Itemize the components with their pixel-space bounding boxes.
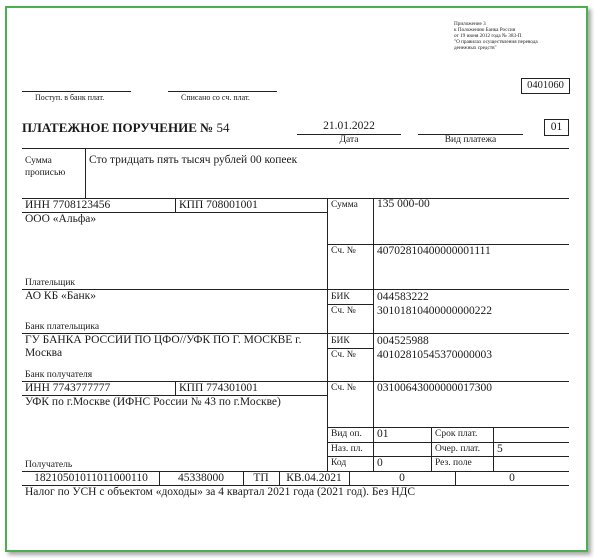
payment-type-label: Вид платежа [444,135,497,145]
amount-words-value: Сто тридцать пять тысяч рублей 00 копеек [89,154,298,166]
payer-name: ООО «Альфа» [25,213,97,225]
code-value: 0 [377,457,383,469]
payer-corr-label: Сч. № [331,306,356,316]
payer-account-label: Сч. № [331,246,356,256]
received-label: Поступ. в банк плат. [35,93,105,102]
payee-bank-label: Банк получателя [25,370,93,380]
payee-label: Получатель [25,460,73,470]
payee-account-label: Сч. № [331,383,356,393]
code-label: Код [331,458,347,468]
amount-value: 135 000-00 [377,198,430,210]
payer-inn: ИНН 7708123456 [25,199,111,211]
payer-bank-label: Банк плательщика [25,322,100,332]
reserve-label: Рез. поле [435,458,472,468]
payee-inn: ИНН 7743777777 [25,382,111,394]
debited-label: Списано со сч. плат. [181,93,250,102]
amount-label: Сумма [331,200,358,210]
document-frame [5,6,588,552]
payment-purpose: Налог по УСН с объектом «доходы» за 4 квартал 2021 года (2021 год). Без НДС [25,486,416,498]
tax-doc-number: 0 [399,472,405,484]
tax-kbk: 18210501011011000110 [34,472,148,484]
tax-doc-date: 0 [509,472,515,484]
tax-period: КВ.04.2021 [286,472,342,484]
attachment-note: Приложение 3 к Положению Банка России от 19 июня 2012 года № 383-П "О правилах осуществления перевода денежных средств" [454,21,538,51]
payer-label: Плательщик [25,278,76,288]
payer-corr-account: 30101810400000000222 [377,305,492,317]
payer-bank-name: АО КБ «Банк» [25,290,97,302]
order-label: Очер. плат. [435,444,480,454]
document-date: 21.01.2022 [323,120,375,132]
form-code: 0401060 [521,78,570,94]
purpose-code-label: Наз. пл. [331,444,363,454]
payee-account: 03100643000000017300 [377,382,492,394]
order-value: 5 [497,443,503,455]
payee-bik: 004525988 [377,335,429,347]
payee-bik-label: БИК [331,336,350,346]
payee-bank-name: ГУ БАНКА РОССИИ ПО ЦФО//УФК ПО Г. МОСКВЕ г. Москва [25,334,302,359]
payee-corr-account: 40102810545370000003 [377,349,492,361]
date-label: Дата [339,135,359,145]
amount-words-label: Сумма прописью [25,156,66,178]
payer-bik: 044583222 [377,291,429,303]
payer-kpp: КПП 708001001 [179,199,258,211]
tax-oktmo: 45338000 [178,472,224,484]
op-type-value: 01 [377,428,389,440]
payer-bik-label: БИК [331,292,350,302]
payee-kpp: КПП 774301001 [179,382,258,394]
term-label: Срок плат. [435,429,478,439]
payee-corr-label: Сч. № [331,350,356,360]
payer-account: 40702810400000001111 [377,245,491,257]
op-type-label: Вид оп. [331,429,362,439]
document-title: ПЛАТЕЖНОЕ ПОРУЧЕНИЕ № 54 [22,120,230,135]
payee-name: УФК по г.Москве (ИФНС России № 43 по г.Москве) [25,396,281,408]
status-code: 01 [544,119,569,136]
tax-basis: ТП [253,472,269,484]
